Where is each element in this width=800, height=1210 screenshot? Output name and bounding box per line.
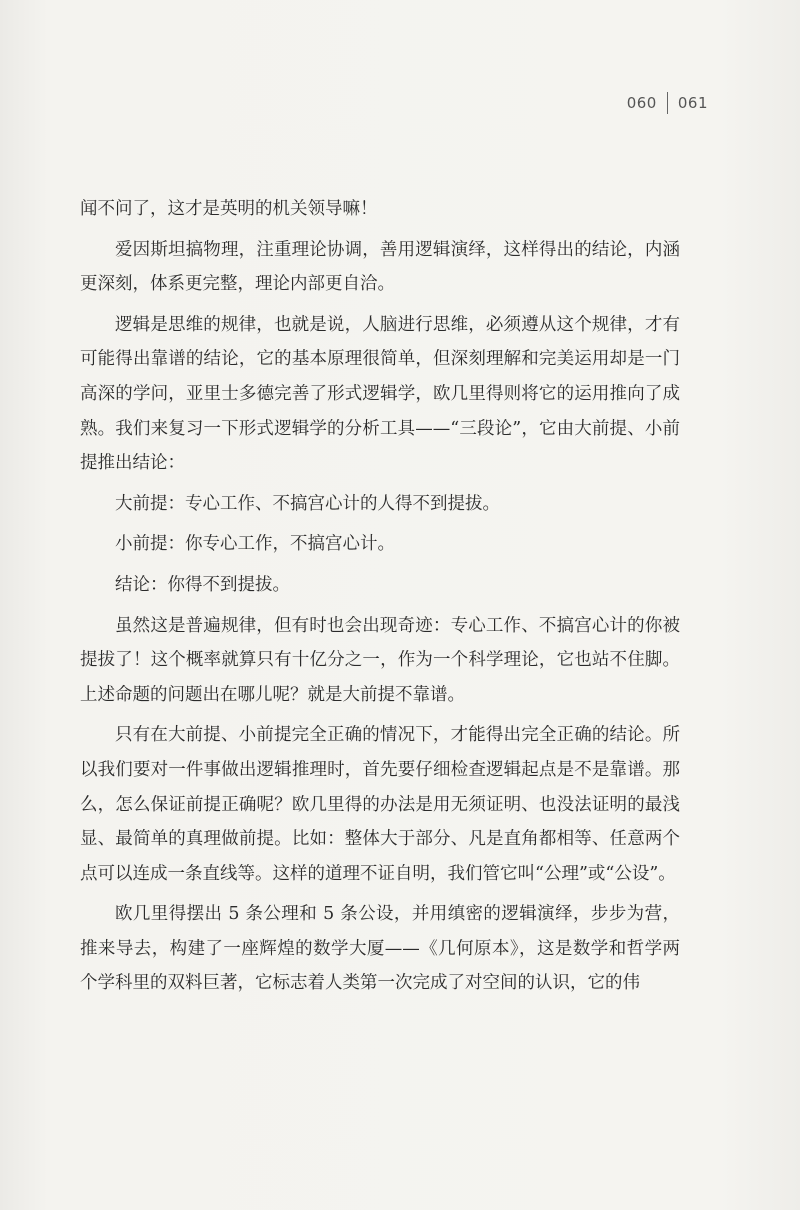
body-text <box>80 192 680 1007</box>
paragraph: 爱因斯坦搞物理，注重理论协调，善用逻辑演绎，这样得出的结论，内涵更深刻，体系更完整，理论内部更自洽。 <box>80 239 680 295</box>
page-number-divider <box>667 92 668 114</box>
syllogism-minor-premise: 小前提：你专心工作，不搞宫心计。 <box>115 534 395 555</box>
page-number-header <box>627 92 708 114</box>
right-page-number: 061 <box>677 94 708 112</box>
paragraph: 欧几里得摆出 5 条公理和 5 条公设，并用缜密的逻辑演绎，步步为营，推来导去，构建了一座辉煌的数学大厦——《几何原本》，这是数学和哲学两个学科里的双料巨著，它标志着人类第一次完成了对空间的认识，它的伟 <box>80 904 680 994</box>
syllogism-major-premise: 大前提：专心工作、不搞宫心计的人得不到提拔。 <box>115 493 500 514</box>
paragraph: 虽然这是普遍规律，但有时也会出现奇迹：专心工作、不搞宫心计的你被提拔了！这个概率就算只有十亿分之一，作为一个科学理论，它也站不住脚。上述命题的问题出在哪儿呢？就是大前提不靠谱。 <box>80 615 680 705</box>
paragraph: 只有在大前提、小前提完全正确的情况下，才能得出完全正确的结论。所以我们要对一件事做出逻辑推理时，首先要仔细检查逻辑起点是不是靠谱。那么，怎么保证前提正确呢？欧几里得的办法是用无须证明、也没法证明的最浅显、最简单的真理做前提。比如：整体大于部分、凡是直角都相等、任意两个点可以连成一条直线等。这样的道理不证自明，我们管它叫“公理”或“公设”。 <box>80 725 680 884</box>
left-page-number: 060 <box>626 94 657 112</box>
paragraph: 逻辑是思维的规律，也就是说，人脑进行思维，必须遵从这个规律，才有可能得出靠谱的结论，它的基本原理很简单，但深刻理解和完美运用却是一门高深的学问，亚里士多德完善了形式逻辑学，欧几里得则将它的运用推向了成熟。我们来复习一下形式逻辑学的分析工具——“三段论”，它由大前提、小前提推出结论： <box>80 314 680 474</box>
syllogism-conclusion: 结论：你得不到提拔。 <box>115 574 290 595</box>
paragraph: 闻不问了，这才是英明的机关领导嘛！ <box>80 199 378 219</box>
